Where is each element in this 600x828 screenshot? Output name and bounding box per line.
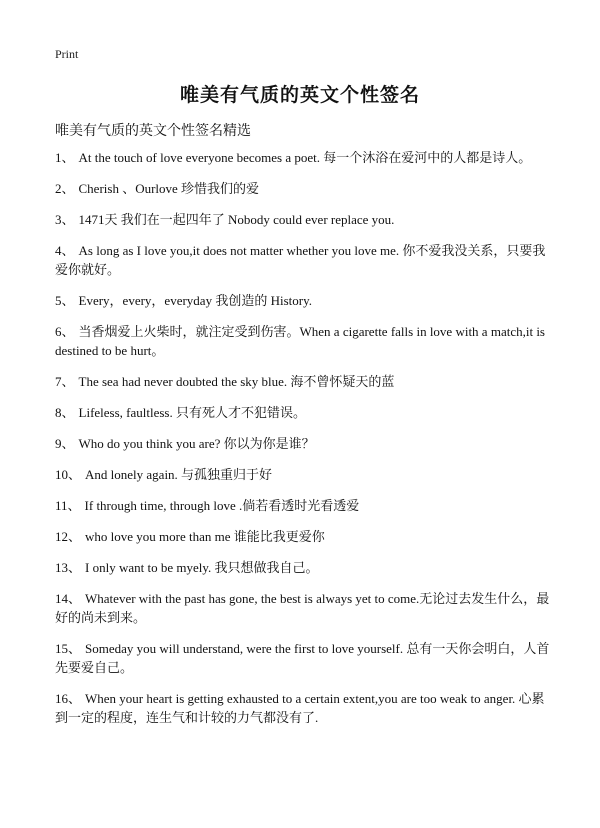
item-number: 3、 [55, 212, 75, 227]
item-number: 7、 [55, 374, 75, 389]
item-number: 6、 [55, 324, 75, 339]
page-title: 唯美有气质的英文个性签名 [179, 84, 420, 106]
list-item [55, 527, 550, 546]
list-item [55, 434, 550, 453]
item-text: Whatever with the past has gone, the best is always yet to come.无论过去发生什么，最好的尚未到来。 [55, 591, 550, 625]
list-item [55, 689, 550, 727]
item-number: 12、 [55, 529, 82, 544]
item-text: Who do you think you are? 你以为你是谁？ [78, 436, 315, 451]
item-number: 10、 [55, 467, 82, 482]
list-item [55, 558, 550, 577]
item-number: 9、 [55, 436, 75, 451]
list-item [55, 496, 550, 515]
signature-list [55, 148, 550, 739]
item-number: 16、 [55, 691, 82, 706]
item-text: Someday you will understand, were the first to love yourself. 总有一天你会明白，人首先要爱自己。 [55, 641, 550, 675]
item-text: The sea had never doubted the sky blue. 海不曾怀疑天的蓝 [78, 374, 395, 389]
list-item [55, 322, 550, 360]
item-number: 11、 [55, 498, 81, 513]
item-text: And lonely again. 与孤独重归于好 [85, 467, 273, 482]
list-item [55, 639, 550, 677]
item-number: 5、 [55, 293, 75, 308]
item-number: 8、 [55, 405, 75, 420]
item-text: When your heart is getting exhausted to a certain extent,you are too weak to anger. 心累到一定的程度，连生气和计较的力气都没有了. [55, 691, 545, 725]
item-number: 2、 [55, 181, 75, 196]
item-text: 1471天 我们在一起四年了 Nobody could ever replace you. [78, 212, 395, 227]
item-number: 15、 [55, 641, 82, 656]
item-text: 当香烟爱上火柴时，就注定受到伤害。When a cigarette falls in love with a match,it is destined to be hurt。 [55, 324, 545, 358]
item-number: 13、 [55, 560, 82, 575]
item-text: If through time, through love .倘若看透时光看透爱 [84, 498, 360, 513]
list-item [55, 372, 550, 391]
list-item [55, 403, 550, 422]
print-label[interactable]: Print [55, 47, 79, 61]
list-item [55, 589, 550, 627]
item-text: Every，every，everyday 我创造的 History. [78, 293, 312, 308]
item-number: 4、 [55, 243, 75, 258]
list-item [55, 179, 550, 198]
item-text: Cherish 、Ourlove 珍惜我们的爱 [78, 181, 260, 196]
list-item [55, 241, 550, 279]
page-subtitle: 唯美有气质的英文个性签名精选 [55, 123, 251, 139]
item-text: As long as I love you,it does not matter whether you love me. 你不爱我没关系，只要我爱你就好。 [55, 243, 546, 277]
item-number: 14、 [55, 591, 82, 606]
list-item [55, 148, 550, 167]
list-item [55, 210, 550, 229]
item-text: I only want to be myely. 我只想做我自己。 [85, 560, 319, 575]
item-text: who love you more than me 谁能比我更爱你 [85, 529, 325, 544]
list-item [55, 465, 550, 484]
list-item [55, 291, 550, 310]
item-number: 1、 [55, 150, 75, 165]
item-text: Lifeless, faultless. 只有死人才不犯错误。 [78, 405, 306, 420]
item-text: At the touch of love everyone becomes a poet. 每一个沐浴在爱河中的人都是诗人。 [78, 150, 532, 165]
